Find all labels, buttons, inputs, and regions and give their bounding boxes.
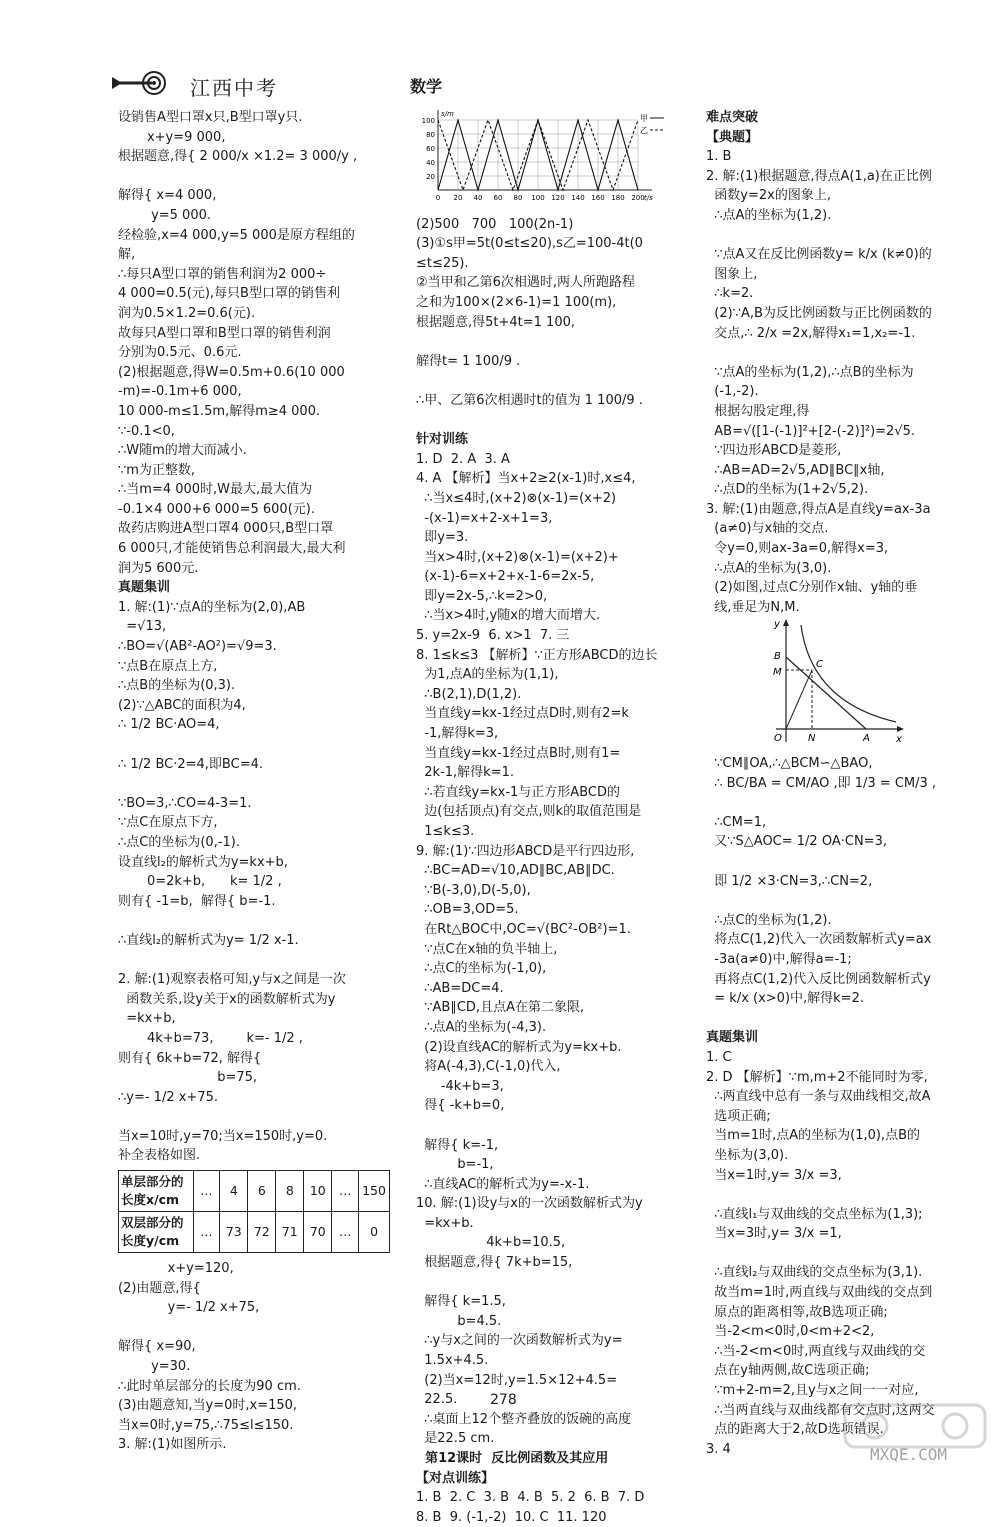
text-line: (3)由题意知,当y=0时,x=150, — [118, 1398, 298, 1414]
text-line: 之和为100×(2×6-1)=1 100(m), — [416, 294, 617, 310]
text-line: 坐标为(3,0). — [706, 1147, 789, 1163]
text-line: 令y=0,则ax-3a=0,解得x=3, — [706, 541, 889, 557]
text-line: ∴每只A型口罩的销售利润为2 000÷ — [118, 266, 327, 282]
text-line: 则有{ -1=b, 解得{ b=-1. — [118, 893, 276, 909]
text-line: 4k+b=73, k=- 1/2 , — [118, 1030, 303, 1046]
text-line: 3. 解:(1)如图所示. — [118, 1437, 227, 1453]
x-tick-label: 180 — [611, 194, 625, 202]
table-cell: 10 — [304, 1171, 332, 1212]
text-line: 当直线y=kx-1经过点B时,则有1= — [416, 745, 621, 761]
table-cell: 8 — [276, 1171, 304, 1212]
column-2-text — [416, 215, 696, 1527]
text-line — [118, 167, 390, 187]
x-tick-label: 20 — [453, 194, 463, 202]
text-line: 8. B 9. (-1,-2) 10. C 11. 120 — [416, 1509, 607, 1525]
text-line — [706, 343, 976, 363]
text-line: 0=2k+b, k= 1/2 , — [118, 874, 282, 890]
table-cell: 150 — [359, 1171, 390, 1212]
x-tick-label: 120 — [551, 194, 565, 202]
text-line: ∵点C在x轴的负半轴上, — [416, 941, 558, 957]
text-line: ∴两直线中总有一条与双曲线相交,故A — [706, 1089, 931, 1105]
text-line: (2)∵A,B为反比例函数与正比例函数的 — [706, 305, 932, 321]
text-line: 即y=3. — [416, 530, 469, 546]
text-line: 即y=2x-5,∴k=2>0, — [416, 588, 548, 604]
text-line: (3)①s甲=5t(0≤t≤20),s乙=100-4t(0 — [416, 236, 643, 252]
y-tick-label: 40 — [426, 159, 435, 167]
text-line — [706, 1009, 976, 1029]
text-line: 9. 解:(1)∵四边形ABCD是平行四边形, — [416, 843, 635, 859]
table-row-header: 双层部分的长度y/cm — [119, 1212, 194, 1253]
column-3-text-after — [706, 754, 976, 1459]
text-line: ∵-0.1<0, — [118, 423, 175, 439]
text-line: ∴BC=AD=√10,AD∥BC,AB∥DC. — [416, 863, 615, 879]
text-line: -(x-1)=x+2-x+1=3, — [416, 510, 553, 526]
table-cell: … — [332, 1212, 359, 1253]
y-tick-label: 20 — [426, 173, 435, 181]
text-line: y=5 000. — [118, 207, 211, 223]
text-line: ∴点D的坐标为(1+2√5,2). — [706, 482, 869, 498]
text-line: 为1,点A的坐标为(1,1), — [416, 667, 559, 683]
header-subject: 数学 — [410, 77, 443, 96]
text-line: ∵B(-3,0),D(-5,0), — [416, 882, 531, 898]
text-line: 8. 1≤k≤3 【解析】∵正方形ABCD的边长 — [416, 647, 658, 663]
text-line: (2)当x=12时,y=1.5×12+4.5= — [416, 1372, 618, 1388]
text-line: ∴OB=3,OD=5. — [416, 902, 519, 918]
text-line: ∵m+2-m=2,且y与x之间一一对应, — [706, 1383, 919, 1399]
text-line: 解得t= 1 100/9 . — [416, 353, 521, 369]
text-line: 1. D 2. A 3. A — [416, 451, 510, 467]
table-cell: 71 — [276, 1212, 304, 1253]
text-line: 1.5x+4.5. — [416, 1353, 489, 1369]
text-line: 难点突破 — [706, 110, 759, 125]
text-line: = k/x (x>0)中,解得k=2. — [706, 991, 864, 1007]
text-line: ∴AB=DC=4. — [416, 980, 504, 996]
text-line: ∴若直线y=kx-1与正方形ABCD的 — [416, 784, 620, 800]
x-tick-label: 60 — [493, 194, 503, 202]
text-line: 根据题意,得{ 2 000/x ×1.2= 3 000/y , — [118, 149, 358, 165]
text-line: 10 000-m≤1.5m,解得m≥4 000. — [118, 403, 321, 419]
text-line: 补全表格如图. — [118, 1148, 201, 1164]
label-m: M — [773, 667, 782, 679]
text-line: 6 000只,才能使销售总利润最大,最大利 — [118, 541, 346, 557]
text-line: ∴当x≤4时,(x+2)⊗(x-1)=(x+2) — [416, 490, 617, 506]
text-line: y=30. — [118, 1359, 191, 1375]
text-line: =√13, — [118, 619, 167, 635]
text-line — [416, 411, 696, 431]
text-line: 1≤k≤3. — [416, 824, 475, 839]
text-line: 真题集训 — [118, 580, 171, 596]
text-line — [416, 332, 696, 352]
text-line: ∵点B在原点上方, — [118, 658, 218, 674]
line-oc — [786, 670, 812, 729]
text-line: (2)500 700 100(2n-1) — [416, 216, 574, 232]
text-line: 1. B 2. C 3. B 4. B 5. 2 6. B 7. D — [416, 1490, 645, 1506]
text-line: 1. 解:(1)∵点A的坐标为(2,0),AB — [118, 599, 306, 615]
x-tick-label: 80 — [513, 194, 523, 202]
table-row — [119, 1212, 390, 1253]
text-line: 4. A 【解析】当x+2≥2(x-1)时,x≤4, — [416, 471, 636, 487]
text-line: 解得{ k=-1, — [416, 1137, 499, 1153]
text-line: ∴点A的坐标为(3,0). — [706, 560, 832, 576]
table-row — [119, 1171, 390, 1212]
text-line: 3. 4 — [706, 1441, 731, 1457]
text-line: 针对训练 — [416, 432, 469, 448]
text-line — [706, 793, 976, 813]
text-line: 在Rt△BOC中,OC=√(BC²-OB²)=1. — [416, 921, 631, 937]
table-row-header: 单层部分的长度x/cm — [119, 1171, 194, 1212]
text-line: ∴点B的坐标为(0,3). — [118, 678, 236, 694]
text-line: 边(包括顶点)有交点,则k的取值范围是 — [416, 804, 642, 820]
table-cell: 6 — [248, 1171, 276, 1212]
text-line: 函数关系,设y关于x的函数解析式为y — [118, 991, 336, 1007]
label-b: B — [774, 651, 781, 663]
text-line — [118, 1318, 390, 1338]
text-line: 图象上, — [706, 266, 758, 282]
text-line: ②当甲和乙第6次相遇时,两人所跑路程 — [416, 275, 636, 291]
text-line: (2)∵△ABC的面积为4, — [118, 697, 246, 713]
table-cell: … — [332, 1171, 359, 1212]
column-2 — [416, 108, 696, 1527]
text-line: b=75, — [118, 1070, 258, 1086]
text-line: ∴点C的坐标为(-1,0), — [416, 961, 547, 977]
text-line: ∴点C的坐标为(0,-1). — [118, 834, 240, 850]
text-line — [118, 735, 390, 755]
text-line: ∴W随m的增大而减小. — [118, 443, 247, 459]
text-line: 当x>4时,(x+2)⊗(x-1)=(x+2)+ — [416, 549, 619, 565]
text-line: 线,垂足为N,M. — [706, 599, 800, 615]
text-line — [118, 951, 390, 971]
text-line: ∴当两直线与双曲线都有交点时,这两交 — [706, 1402, 935, 1418]
text-line: ∴ BC/BA = CM/AO ,即 1/3 = CM/3 , — [706, 775, 937, 791]
text-line: 选项正确; — [706, 1108, 771, 1124]
hyperbola-curve — [801, 625, 896, 722]
x-tick-label: 0 — [435, 194, 441, 202]
column-3 — [706, 108, 976, 1459]
text-line: 当x=0时,y=75,∴75≤l≤150. — [118, 1417, 294, 1433]
text-line: x+y=120, — [118, 1261, 234, 1277]
header-title: 江西中考 — [190, 76, 278, 100]
text-line: 润为0.5×1.2=0.6(元). — [118, 305, 256, 321]
text-line: ∵BO=3,∴CO=4-3=1. — [118, 795, 252, 811]
text-line: (2)由题意,得{ — [118, 1280, 201, 1296]
y-tick-label: 80 — [426, 131, 435, 139]
text-line: 2k-1,解得k=1. — [416, 765, 514, 781]
column-3-text — [706, 108, 976, 617]
text-line: ∴点A的坐标为(1,2). — [706, 207, 832, 223]
text-line: ∵m为正整数, — [118, 462, 196, 478]
x-tick-label: 140 — [571, 194, 585, 202]
text-line: 2. 解:(1)观察表格可知,y与x之间是一次 — [118, 972, 346, 988]
text-line: ∴点C的坐标为(1,2). — [706, 912, 832, 928]
text-line: 润为5 600元. — [118, 560, 199, 576]
text-line: 是22.5 cm. — [416, 1431, 495, 1447]
table-cell: 70 — [304, 1212, 332, 1253]
text-line: 函数y=2x的图象上, — [706, 188, 831, 204]
text-line: ∴y与x之间的一次函数解析式为y= — [416, 1333, 623, 1349]
table-cell: 4 — [220, 1171, 248, 1212]
column-1-text-after — [118, 1259, 390, 1455]
text-line: ∴甲、乙第6次相遇时t的值为 1 100/9 . — [416, 392, 643, 408]
text-line: 根据题意,得5t+4t=1 100, — [416, 314, 576, 330]
x-tick-label: 160 — [591, 194, 605, 202]
text-line: 故每只A型口罩和B型口罩的销售利润 — [118, 325, 331, 341]
text-line: ∴当m=4 000时,W最大,最大值为 — [118, 482, 313, 498]
text-line: 10. 解:(1)设y与x的一次函数解析式为y — [416, 1196, 643, 1212]
text-line: =kx+b, — [118, 1011, 176, 1027]
text-line — [118, 911, 390, 931]
text-line: 当直线y=kx-1经过点D时,则有2=k — [416, 706, 629, 722]
page-header — [0, 0, 1000, 100]
text-line — [416, 371, 696, 391]
text-line: 交点,∴ 2/x =2x,解得x₁=1,x₂=-1. — [706, 325, 916, 341]
table-cell: 73 — [220, 1212, 248, 1253]
text-line: ∵点C在原点下方, — [118, 815, 218, 831]
text-line: b=-1, — [416, 1157, 494, 1173]
text-line: 解得{ x=4 000, — [118, 188, 217, 204]
text-line: 2. 解:(1)根据题意,得点A(1,a)在正比例 — [706, 168, 932, 184]
page-number: 278 — [490, 1392, 517, 1408]
text-line: x+y=9 000, — [118, 129, 226, 145]
length-table — [118, 1170, 390, 1253]
text-line: 又∵S△AOC= 1/2 OA·CN=3, — [706, 834, 887, 850]
text-line — [706, 891, 976, 911]
text-line: b=4.5. — [416, 1313, 502, 1329]
text-line: ∴桌面上12个整齐叠放的饭碗的高度 — [416, 1411, 632, 1427]
text-line: -1,解得k=3, — [416, 726, 499, 742]
text-line: 故当m=1时,两直线与双曲线的交点到 — [706, 1285, 933, 1301]
text-line: 4k+b=10.5, — [416, 1235, 566, 1251]
text-line: -0.1×4 000+6 000=5 600(元). — [118, 501, 315, 517]
distance-time-chart — [416, 108, 666, 208]
label-a: A — [863, 733, 870, 745]
x-tick-label: 40 — [473, 194, 483, 202]
text-line: 点在y轴两侧,故C选项正确; — [706, 1363, 870, 1379]
text-line: 当x=10时,y=70;当x=150时,y=0. — [118, 1128, 328, 1144]
table-cell: … — [193, 1212, 220, 1253]
text-line: 1. B — [706, 149, 732, 165]
label-n: N — [808, 733, 816, 745]
text-line: ∵AB∥CD,且点A在第二象限, — [416, 1000, 585, 1016]
text-line: 22.5. — [416, 1392, 458, 1408]
text-line: y=- 1/2 x+75, — [118, 1300, 260, 1316]
target-arrow-logo-icon — [112, 70, 182, 96]
y-axis-arrow-icon — [783, 619, 789, 626]
x-tick-label: 200 — [631, 194, 645, 202]
text-line: ∴点A的坐标为(-4,3). — [416, 1019, 547, 1035]
text-line: ∴B(2,1),D(1,2). — [416, 686, 522, 702]
text-line: ∴直线l₁与双曲线的交点坐标为(1,3); — [706, 1206, 923, 1222]
text-line: 点的距离大于2,故D选项错误. — [706, 1422, 884, 1438]
text-line: 设销售A型口罩x只,B型口罩y只. — [118, 110, 303, 125]
text-line: 将点C(1,2)代入一次函数解析式y=ax — [706, 932, 932, 948]
text-line: ∵点A又在反比例函数y= k/x (k≠0)的 — [706, 247, 932, 263]
text-line: =kx+b. — [416, 1215, 474, 1231]
line-ab — [786, 657, 866, 729]
y-tick-label: 60 — [426, 145, 435, 153]
text-line: 即 1/2 ×3·CN=3,∴CN=2, — [706, 873, 873, 889]
label-x: x — [896, 734, 902, 746]
text-line: ∴CM=1, — [706, 814, 767, 830]
text-line: -m)=-0.1m+6 000, — [118, 384, 242, 400]
text-line: ∴此时单层部分的长度为90 cm. — [118, 1378, 301, 1394]
text-line: 原点的距离相等,故B选项正确; — [706, 1304, 888, 1320]
text-line — [118, 1107, 390, 1127]
legend-label: 甲 — [640, 114, 648, 123]
text-line: ∴y=- 1/2 x+75. — [118, 1089, 218, 1105]
text-line: 真题集训 — [706, 1030, 759, 1046]
text-line: (2)根据题意,得W=0.5m+0.6(10 000 — [118, 364, 345, 380]
geometry-diagram — [766, 617, 906, 747]
text-line: 当m=1时,点A的坐标为(1,0),点B的 — [706, 1128, 920, 1144]
text-line: 将A(-4,3),C(-1,0)代入, — [416, 1059, 561, 1075]
text-line — [118, 774, 390, 794]
text-line: 【对点训练】 — [416, 1470, 495, 1486]
text-line: ∴直线l₂的解析式为y= 1/2 x-1. — [118, 932, 299, 948]
column-1 — [118, 108, 390, 1455]
label-y: y — [774, 619, 780, 631]
text-line — [706, 1185, 976, 1205]
text-line: ≤t≤25). — [416, 255, 469, 271]
text-line — [706, 852, 976, 872]
text-line: 分别为0.5元、0.6元. — [118, 345, 242, 361]
text-line: ∵点A的坐标为(1,2),∴点B的坐标为 — [706, 364, 914, 380]
text-line: 得{ -k+b=0, — [416, 1098, 505, 1114]
text-line: ∴ 1/2 BC·AO=4, — [118, 717, 220, 733]
text-line: 4 000=0.5(元),每只B型口罩的销售利 — [118, 286, 340, 302]
text-line: 3. 解:(1)由题意,得点A是直线y=ax-3a — [706, 501, 931, 517]
text-line: (2)设直线AC的解析式为y=kx+b. — [416, 1039, 622, 1055]
text-line: 第12课时 反比例函数及其应用 — [416, 1451, 609, 1466]
text-line: ∵四边形ABCD是菱形, — [706, 443, 842, 459]
text-line: 2. D 【解析】∵m,m+2不能同时为零, — [706, 1069, 928, 1085]
text-line: ∵CM∥OA,∴△BCM∽△BAO, — [706, 756, 873, 772]
x-axis-label: t/s — [644, 194, 653, 202]
text-line: ∴ 1/2 BC·2=4,即BC=4. — [118, 756, 263, 772]
text-line: 解得{ k=1.5, — [416, 1294, 506, 1310]
text-line: 当x=1时,y= 3/x =3, — [706, 1167, 842, 1183]
text-line: ∴直线AC的解析式为y=-x-1. — [416, 1176, 590, 1192]
label-c: C — [816, 659, 823, 671]
text-line: ∴AB=AD=2√5,AD∥BC∥x轴, — [706, 462, 885, 478]
table-cell: … — [193, 1171, 220, 1212]
text-line: (2)如图,过点C分别作x轴、y轴的垂 — [706, 580, 918, 596]
text-line: ∴当-2<m<0时,两直线与双曲线的交 — [706, 1343, 926, 1359]
x-tick-label: 100 — [531, 194, 545, 202]
text-line — [416, 1116, 696, 1136]
text-line: 再将点C(1,2)代入反比例函数解析式y — [706, 971, 931, 987]
y-tick-label: 100 — [421, 117, 435, 125]
text-line — [416, 1273, 696, 1293]
text-line: 【典题】 — [706, 129, 759, 145]
table-cell: 0 — [359, 1212, 390, 1253]
text-line: -3a(a≠0)中,解得a=-1; — [706, 951, 852, 967]
text-line: 根据勾股定理,得 — [706, 403, 810, 419]
text-line: 经检验,x=4 000,y=5 000是原方程组的 — [118, 227, 355, 243]
text-line: 1. C — [706, 1049, 732, 1065]
column-1-text — [118, 108, 390, 1166]
label-o: O — [774, 733, 782, 745]
text-line — [706, 226, 976, 246]
text-line: 5. y=2x-9 6. x>1 7. 三 — [416, 628, 570, 644]
text-line: -4k+b=3, — [416, 1078, 504, 1094]
text-line: AB=√([1-(-1)]²+[2-(-2)]²)=2√5. — [706, 423, 915, 439]
x-axis-arrow-icon — [897, 726, 904, 732]
text-line: ∴BO=√(AB²-AO²)=√9=3. — [118, 639, 277, 655]
table-cell: 72 — [248, 1212, 276, 1253]
text-line: ∴当x>4时,y随x的增大而增大. — [416, 608, 601, 624]
text-line: ∴k=2. — [706, 286, 754, 302]
text-line: 当x=3时,y= 3/x =1, — [706, 1226, 842, 1242]
text-line: 故药店购进A型口罩4 000只,B型口罩 — [118, 521, 334, 537]
text-line: 当-2<m<0时,0<m+2<2, — [706, 1324, 875, 1340]
text-line: 设直线l₂的解析式为y=kx+b, — [118, 854, 288, 870]
text-line: 解, — [118, 247, 136, 263]
watermark-text: MXQE.COM — [870, 1445, 948, 1464]
text-line: (x-1)-6=x+2+x-1-6=2x-5, — [416, 569, 595, 585]
y-axis-label: s/m — [441, 110, 454, 118]
text-line: 根据题意,得{ 7k+b=15, — [416, 1255, 573, 1271]
text-line: (a≠0)与x轴的交点. — [706, 521, 829, 537]
text-line: ∴直线l₂与双曲线的交点坐标为(3,1). — [706, 1265, 923, 1281]
legend-label: 乙 — [640, 126, 648, 135]
text-line: 解得{ x=90, — [118, 1339, 196, 1355]
text-line: (-1,-2). — [706, 384, 759, 400]
text-line — [706, 1244, 976, 1264]
text-line: 则有{ 6k+b=72, 解得{ — [118, 1050, 262, 1066]
